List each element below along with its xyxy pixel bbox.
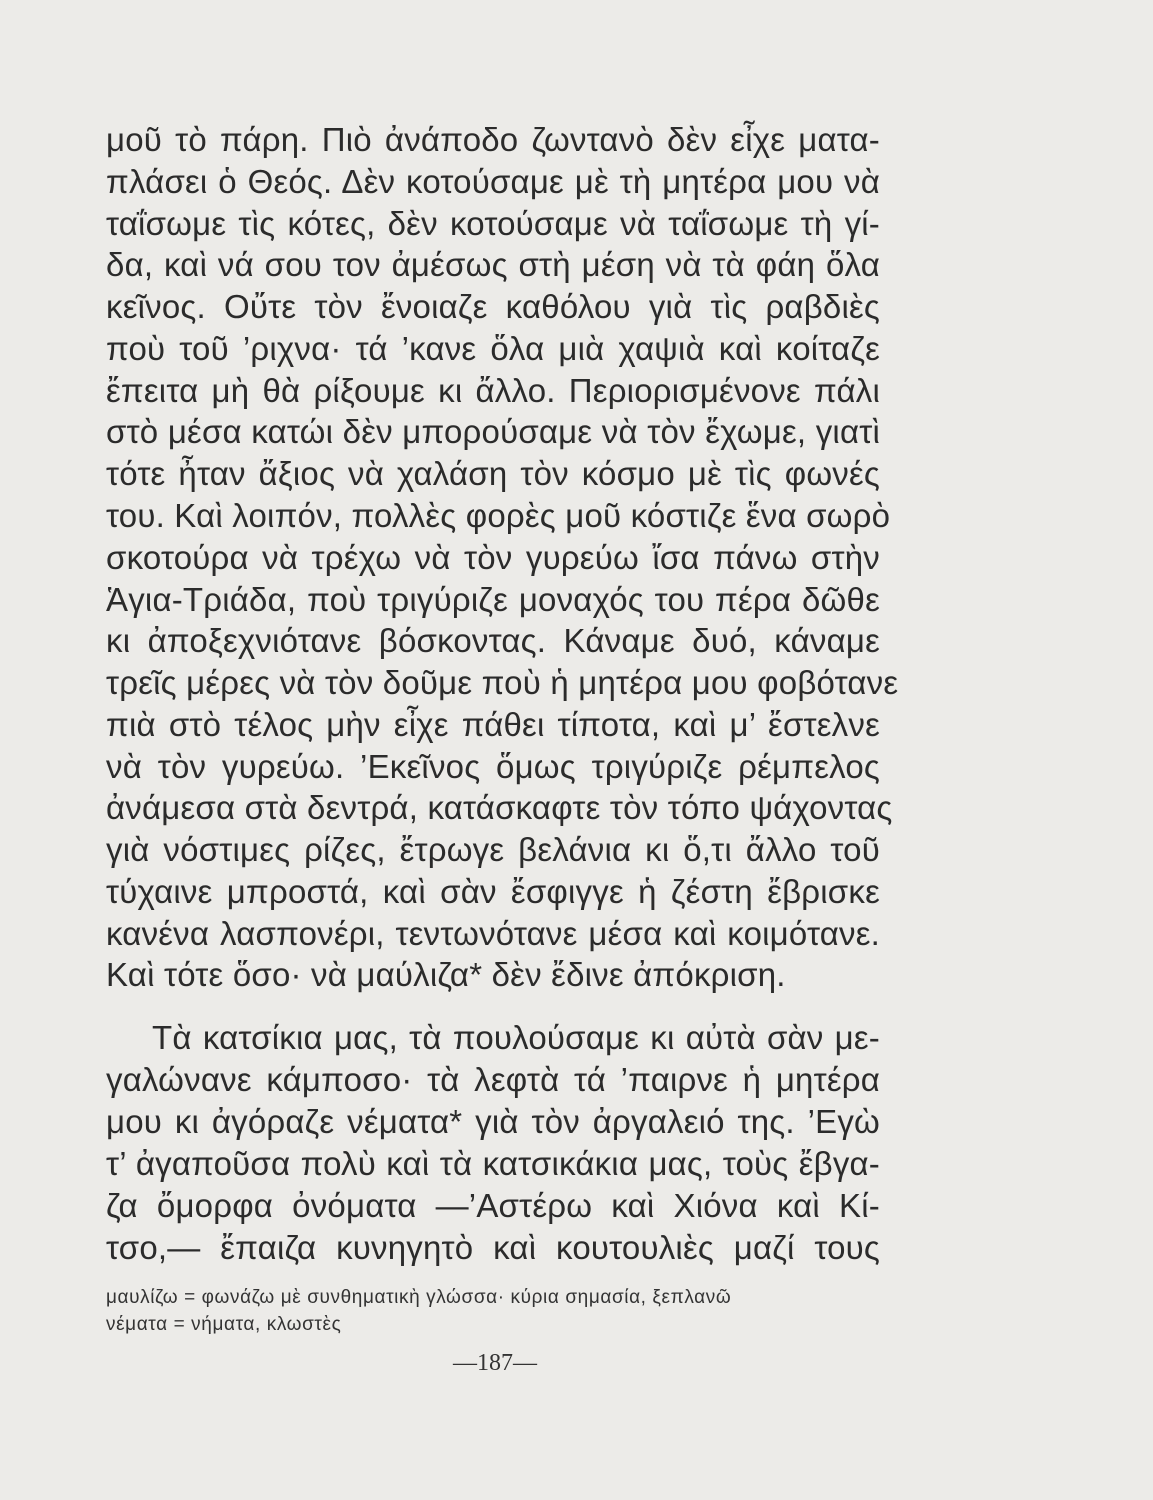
body-line: ἔπειτα μὴ θὰ ρίξουμε κι ἄλλο. Περιορισμένονε πάλι [106,372,880,409]
body-line: δα, καὶ νά σου τον ἀμέσως στὴ μέση νὰ τὰ φάη ὅλα [106,246,880,283]
paragraph-first-line: Τὰ κατσίκια μας, τὰ πουλούσαμε κι αὐτὰ σὰν με- [152,1019,880,1056]
body-line: τ’ ἀγαποῦσα πολὺ καὶ τὰ κατσικάκια μας, τοὺς ἔβγα- [106,1145,880,1182]
body-line: γαλώνανε κάμποσο· τὰ λεφτὰ τά ’παιρνε ἡ μητέρα [106,1061,880,1098]
body-line: πλάσει ὁ Θεός. Δὲν κοτούσαμε μὲ τὴ μητέρα μου νὰ [106,163,880,200]
footnote: νέματα = νήματα, κλωστὲς [106,1314,342,1335]
body-line: κι ἀποξεχνιότανε βόσκοντας. Κάναμε δυό, κάναμε [106,622,880,659]
body-line: ταΐσωμε τὶς κότες, δὲν κοτούσαμε νὰ ταΐσωμε τὴ γί- [106,205,880,242]
body-line: στὸ μέσα κατώι δὲν μπορούσαμε νὰ τὸν ἔχωμε, γιατὶ [106,413,880,450]
body-line: ἀνάμεσα στὰ δεντρά, κατάσκαφτε τὸν τόπο ψάχοντας [106,789,893,826]
body-line: Ἁγια-Τριάδα, ποὺ τριγύριζε μοναχός του πέρα δῶθε [106,581,880,618]
body-line: νὰ τὸν γυρεύω. ’Εκεῖνος ὅμως τριγύριζε ρέμπελος [106,748,880,785]
body-line: τότε ἦταν ἄξιος νὰ χαλάση τὸν κόσμο μὲ τὶς φωνές [106,455,880,492]
body-line: μου κι ἀγόραζε νέματα* γιὰ τὸν ἀργαλειό της. ’Εγὼ [106,1103,880,1140]
body-line: Καὶ τότε ὅσο· νὰ μαύλιζα* δὲν ἔδινε ἀπόκριση. [106,956,786,993]
page-number: —187— [453,1350,537,1376]
body-line: κεῖνος. Οὔτε τὸν ἔνοιαζε καθόλου γιὰ τὶς ραβδιὲς [106,288,880,325]
body-line: μοῦ τὸ πάρη. Πιὸ ἀνάποδο ζωντανὸ δὲν εἶχε ματα- [106,121,880,158]
body-line: τύχαινε μπροστά, καὶ σὰν ἔσφιγγε ἡ ζέστη ἔβρισκε [106,873,880,910]
body-line: κανένα λασπονέρι, τεντωνότανε μέσα καὶ κοιμότανε. [106,915,880,952]
body-line: ζα ὄμορφα ὀνόματα —’Αστέρω καὶ Χιόνα καὶ Κί- [106,1187,880,1224]
body-line: πιὰ στὸ τέλος μὴν εἶχε πάθει τίποτα, καὶ μ’ ἔστελνε [106,706,880,743]
body-line: ποὺ τοῦ ’ριχνα· τά ’κανε ὅλα μιὰ χαψιὰ καὶ κοίταζε [106,330,880,367]
body-line: γιὰ νόστιμες ρίζες, ἔτρωγε βελάνια κι ὅ,τι ἄλλο τοῦ [106,831,880,868]
body-line: τρεῖς μέρες νὰ τὸν δοῦμε ποὺ ἡ μητέρα μου φοβότανε [106,664,899,701]
footnote: μαυλίζω = φωνάζω μὲ συνθηματικὴ γλώσσα· κύρια σημασία, ξεπλανῶ [106,1287,732,1308]
body-line: τσο,— ἔπαιζα κυνηγητὸ καὶ κουτουλιὲς μαζί τους [106,1229,880,1266]
body-line: του. Καὶ λοιπόν, πολλὲς φορὲς μοῦ κόστιζε ἕνα σωρὸ [106,497,891,534]
body-line: σκοτούρα νὰ τρέχω νὰ τὸν γυρεύω ἴσα πάνω στὴν [106,539,880,576]
